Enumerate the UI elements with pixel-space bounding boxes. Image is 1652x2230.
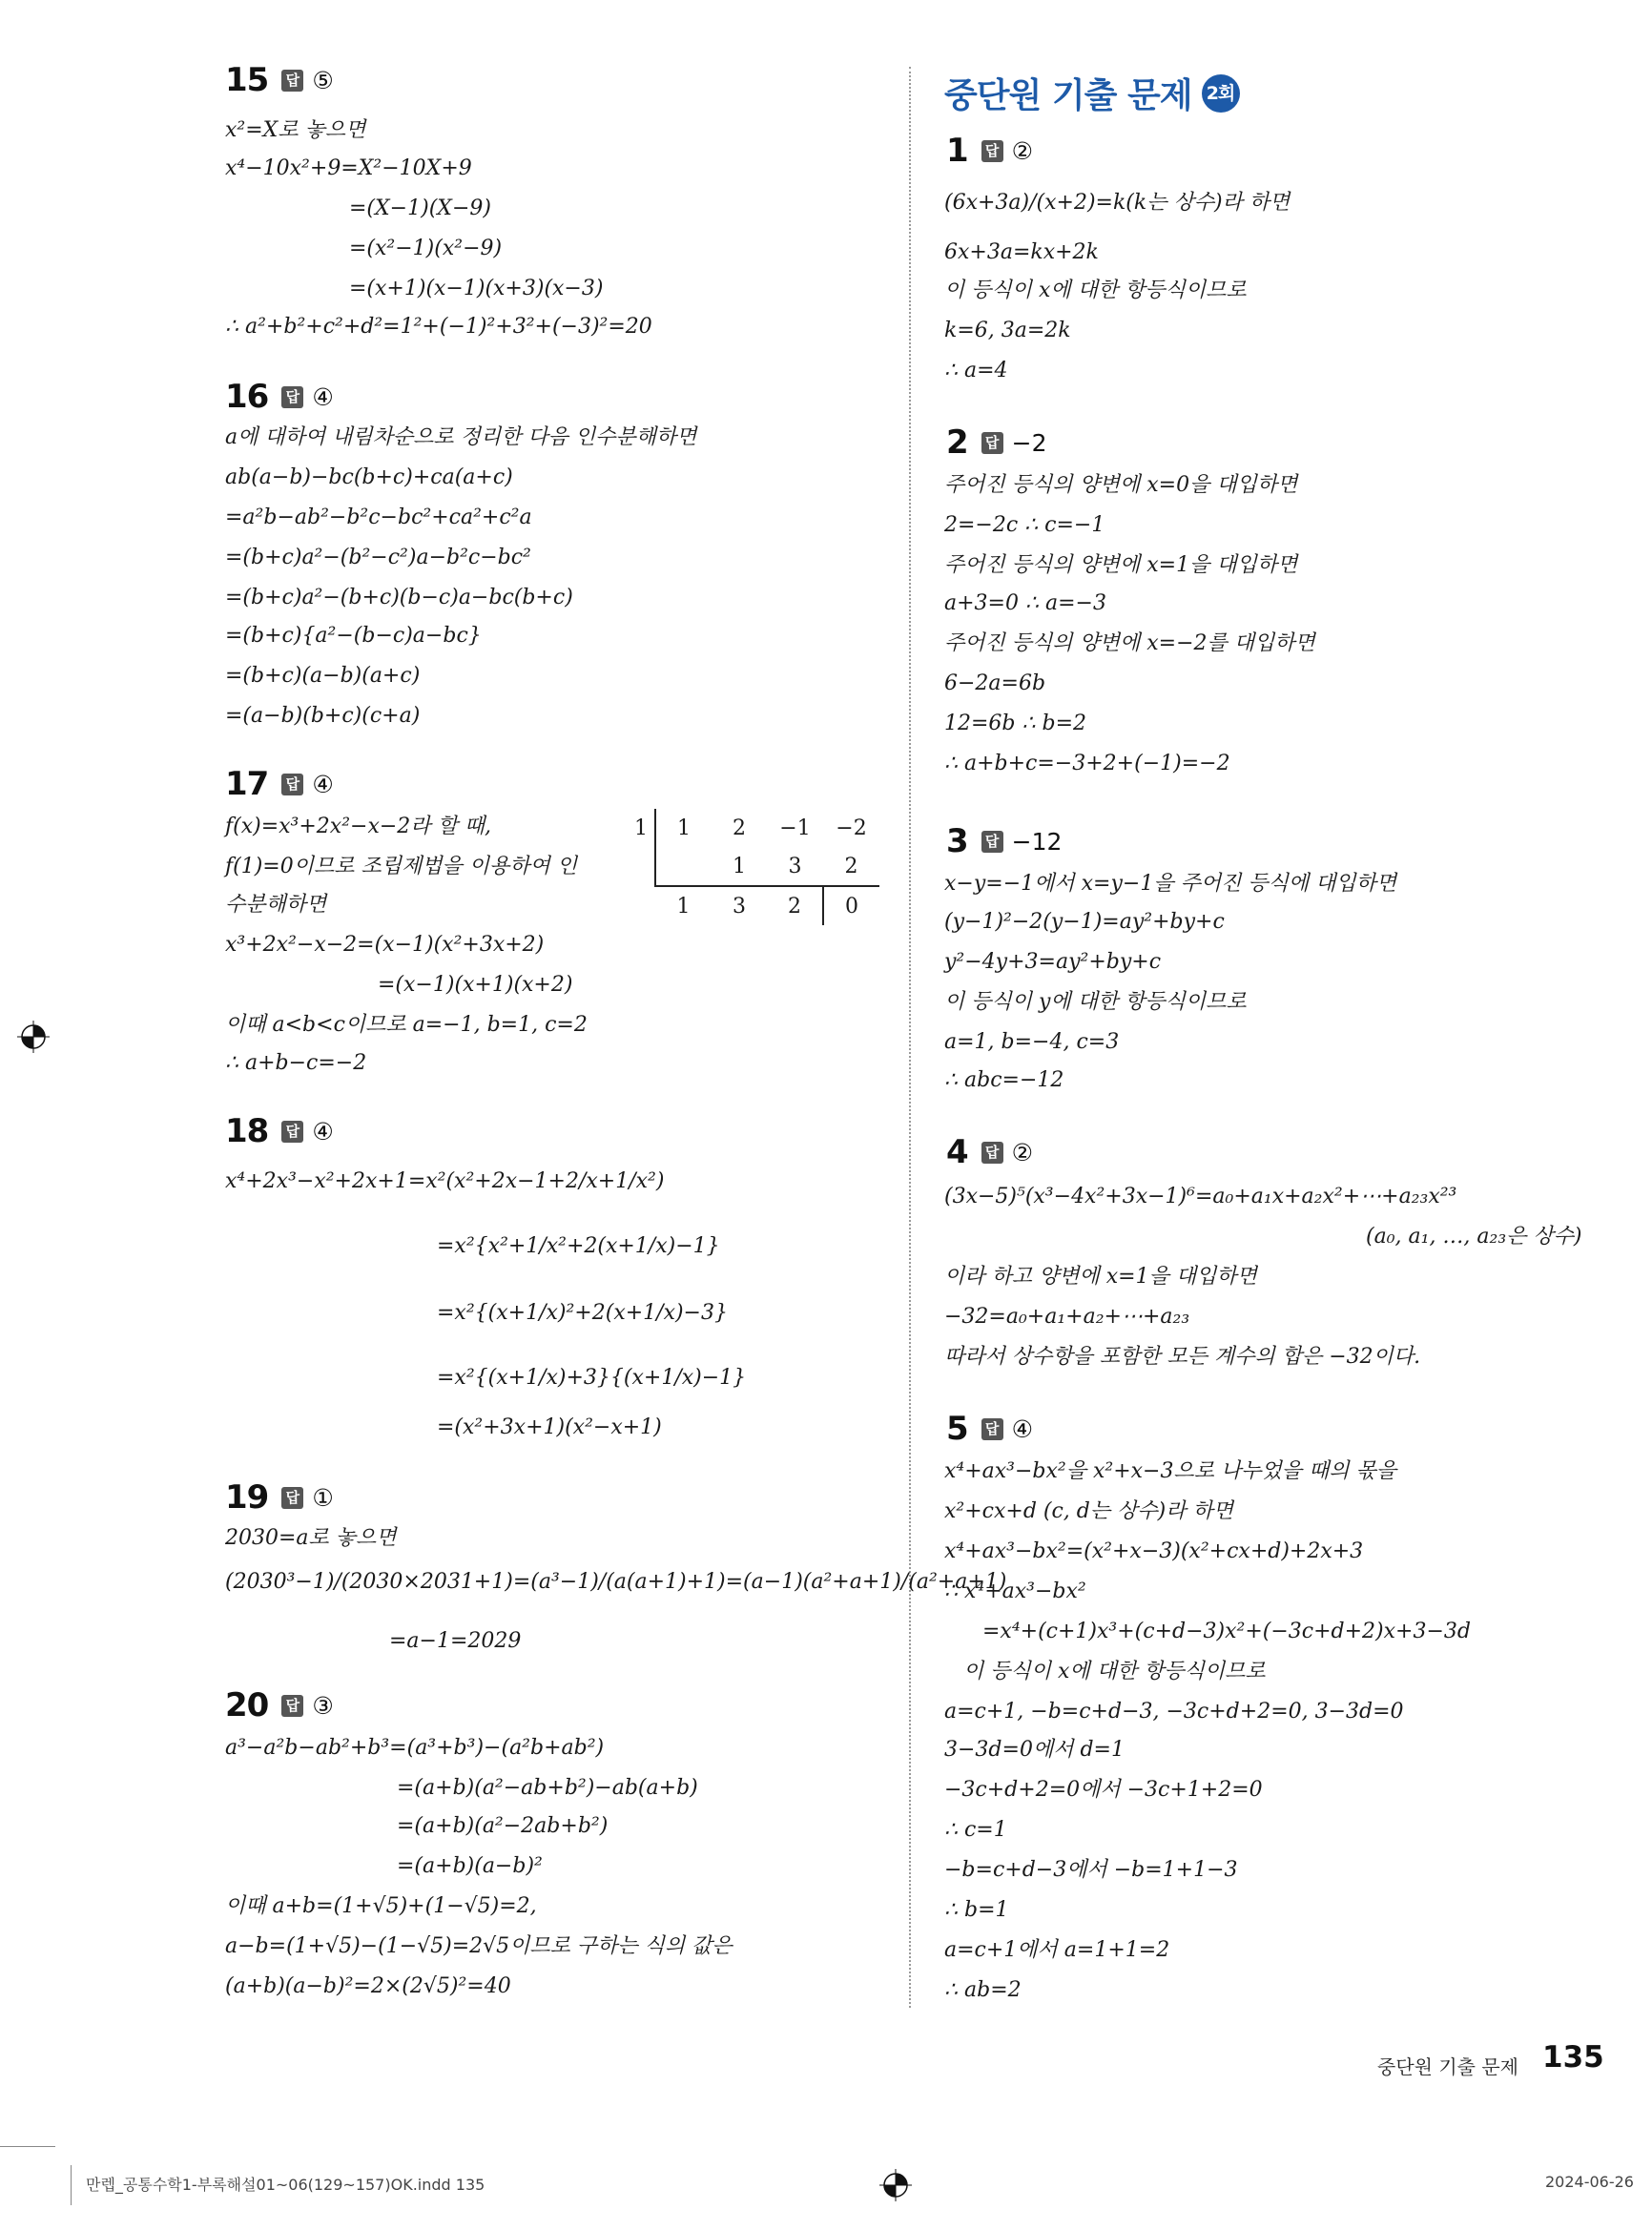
solution-line: x⁴+2x³−x²+2x+1=x²(x²+2x−1+2/x+1/x²)	[225, 1169, 665, 1193]
answer-value: ②	[1011, 136, 1034, 165]
solution-line: a−b=(1+√5)−(1−√5)=2√5이므로 구하는 식의 값은	[225, 1934, 733, 1958]
solution-line: =(b+c){a²−(b−c)a−bc}	[225, 624, 482, 648]
problem-4-header	[946, 1133, 1033, 1171]
solution-line: 3−3d=0에서 d=1	[944, 1738, 1125, 1762]
problem-17-header	[225, 765, 334, 803]
solution-line: =(x−1)(x+1)(x+2)	[378, 973, 573, 997]
solution-line: (2030³−1)/(2030×2031+1)=(a³−1)/(a(a+1)+1)=(a−1)(a²+a+1)/(a²+a+1)	[225, 1570, 1007, 1594]
answer-tag: 답	[981, 432, 1003, 454]
solution-line: a에 대하여 내림차순으로 정리한 다음 인수분해하면	[225, 425, 697, 449]
synth-cell: −2	[836, 816, 867, 840]
solution-line: 2=−2c ∴ c=−1	[944, 513, 1105, 537]
solution-line: x−y=−1에서 x=y−1을 주어진 등식에 대입하면	[944, 872, 1397, 896]
solution-line: a+3=0 ∴ a=−3	[944, 591, 1106, 615]
registration-mark-icon	[879, 2169, 912, 2201]
solution-line: (3x−5)⁵(x³−4x²+3x−1)⁶=a₀+a₁x+a₂x²+⋯+a₂₃x²³	[944, 1185, 1457, 1208]
solution-line: =(b+c)a²−(b+c)(b−c)a−bc(b+c)	[225, 586, 573, 609]
answer-value: ①	[312, 1483, 334, 1512]
problem-number: 3	[946, 822, 968, 860]
crop-mark	[71, 2165, 72, 2205]
solution-line: ∴ ab=2	[944, 1978, 1022, 2002]
solution-line: −3c+d+2=0에서 −3c+1+2=0	[944, 1778, 1263, 1802]
solution-line: x²+cx+d (c, d는 상수)라 하면	[944, 1499, 1233, 1523]
solution-line: x²=X로 놓으면	[225, 118, 366, 142]
solution-line: =(b+c)a²−(b²−c²)a−b²c−bc²	[225, 546, 531, 569]
problem-number: 5	[946, 1410, 968, 1448]
synth-cell: 3	[733, 894, 746, 919]
answer-tag: 답	[281, 1695, 303, 1717]
problem-number: 2	[946, 423, 968, 462]
crop-mark	[0, 2146, 55, 2147]
print-file-info: 만렙_공통수학1-부록해설01~06(129~157)OK.indd 135	[86, 2176, 485, 2194]
solution-line: 이 등식이 y에 대한 항등식이므로	[944, 990, 1247, 1014]
solution-line: x⁴+ax³−bx²=(x²+x−3)(x²+cx+d)+2x+3	[944, 1539, 1364, 1563]
solution-line: ∴ c=1	[944, 1818, 1007, 1842]
footer-section-title: 중단원 기출 문제	[1377, 2055, 1518, 2078]
solution-line: 6−2a=6b	[944, 671, 1046, 695]
solution-line: x⁴+ax³−bx²을 x²+x−3으로 나누었을 때의 몫을	[944, 1459, 1396, 1483]
solution-line: a=c+1, −b=c+d−3, −3c+d+2=0, 3−3d=0	[944, 1700, 1404, 1724]
answer-value: ④	[312, 382, 334, 411]
solution-line: =x²{(x+1/x)+3}{(x+1/x)−1}	[437, 1366, 747, 1390]
answer-tag: 답	[281, 774, 303, 795]
synth-cell: 2	[823, 847, 879, 886]
problem-16-header	[225, 378, 334, 416]
solution-line: 2030=a로 놓으면	[225, 1526, 397, 1550]
solution-line: −32=a₀+a₁+a₂+⋯+a₂₃	[944, 1305, 1190, 1329]
answer-value: ②	[1011, 1138, 1034, 1167]
solution-line: =(x²+3x+1)(x²−x+1)	[437, 1415, 662, 1439]
synth-cell: 1	[676, 894, 691, 919]
answer-tag: 답	[281, 70, 303, 92]
print-date: 2024-06-26	[1545, 2173, 1634, 2191]
solution-line: f(x)=x³+2x²−x−2라 할 때,	[225, 815, 492, 838]
page-number: 135	[1542, 2040, 1604, 2075]
problem-18-header	[225, 1112, 334, 1150]
answer-value: ④	[1011, 1414, 1034, 1443]
solution-line: f(1)=0이므로 조립제법을 이용하여 인	[225, 855, 577, 878]
solution-line: 이때 a+b=(1+√5)+(1−√5)=2,	[225, 1894, 537, 1918]
solution-line: ∴ x⁴+ax³−bx²	[944, 1580, 1086, 1603]
problem-number: 19	[225, 1478, 269, 1517]
problem-15-header	[225, 61, 334, 99]
answer-value: ④	[312, 770, 334, 798]
solution-line: y²−4y+3=ay²+by+c	[944, 950, 1162, 974]
section-title-text: 중단원 기출 문제	[944, 76, 1192, 115]
solution-line: a=1, b=−4, c=3	[944, 1030, 1120, 1054]
solution-line: =x⁴+(c+1)x³+(c+d−3)x²+(−3c+d+2)x+3−3d	[982, 1620, 1471, 1643]
column-divider	[909, 67, 911, 2008]
answer-value: ③	[312, 1691, 334, 1720]
solution-line: ∴ a²+b²+c²+d²=1²+(−1)²+3²+(−3)²=20	[225, 315, 652, 339]
problem-5-header	[946, 1410, 1033, 1448]
section-title	[944, 69, 1240, 117]
answer-value: −12	[1011, 827, 1063, 856]
solution-line: =(a+b)(a−b)²	[397, 1854, 543, 1878]
solution-line: ∴ a+b−c=−2	[225, 1051, 367, 1075]
synth-cell: 2	[788, 894, 801, 919]
problem-number: 18	[225, 1112, 269, 1150]
answer-value: ⑤	[312, 66, 334, 94]
problem-20-header	[225, 1686, 334, 1724]
solution-line: a=c+1에서 a=1+1=2	[944, 1938, 1170, 1962]
solution-line: 이 등식이 x에 대한 항등식이므로	[963, 1660, 1266, 1683]
registration-mark-icon	[17, 1021, 50, 1053]
solution-line: 이라 하고 양변에 x=1을 대입하면	[944, 1265, 1257, 1289]
solution-line: =(a−b)(b+c)(c+a)	[225, 704, 421, 728]
solution-line: ∴ a=4	[944, 359, 1008, 382]
answer-tag: 답	[981, 1418, 1003, 1440]
solution-line: =(x²−1)(x²−9)	[349, 237, 503, 260]
solution-line: =a−1=2029	[389, 1629, 522, 1653]
solution-line: (6x+3a)/(x+2)=k(k는 상수)라 하면	[944, 191, 1291, 215]
solution-line: x³+2x²−x−2=(x−1)(x²+3x+2)	[225, 933, 545, 957]
answer-value: ④	[312, 1117, 334, 1146]
solution-line: ∴ b=1	[944, 1898, 1009, 1922]
answer-tag: 답	[281, 1121, 303, 1143]
solution-line: −b=c+d−3에서 −b=1+1−3	[944, 1858, 1238, 1882]
problem-number: 20	[225, 1686, 269, 1724]
solution-line: 이 등식이 x에 대한 항등식이므로	[944, 279, 1247, 302]
solution-line: =(a+b)(a²−2ab+b²)	[397, 1814, 609, 1838]
solution-line: ∴ abc=−12	[944, 1068, 1064, 1092]
solution-line: 수분해하면	[225, 893, 327, 917]
answer-tag: 답	[281, 386, 303, 408]
solution-line: (y−1)²−2(y−1)=ay²+by+c	[944, 910, 1225, 934]
solution-line: =(a+b)(a²−ab+b²)−ab(a+b)	[397, 1776, 698, 1800]
solution-line: 따라서 상수항을 포함한 모든 계수의 합은 −32이다.	[944, 1345, 1421, 1369]
answer-tag: 답	[981, 831, 1003, 853]
solution-line: k=6, 3a=2k	[944, 319, 1071, 342]
problem-number: 4	[946, 1133, 968, 1171]
solution-line: 주어진 등식의 양변에 x=0을 대입하면	[944, 473, 1298, 497]
solution-line: ∴ a+b+c=−3+2+(−1)=−2	[944, 752, 1230, 775]
solution-line: (a+b)(a−b)²=2×(2√5)²=40	[225, 1974, 511, 1998]
solution-line: 주어진 등식의 양변에 x=1을 대입하면	[944, 553, 1298, 577]
problem-3-header	[946, 822, 1062, 860]
problem-1-header	[946, 132, 1033, 170]
synth-cell: 1	[655, 809, 712, 847]
problem-number: 15	[225, 61, 269, 99]
problem-2-header	[946, 423, 1047, 462]
solution-line: =(b+c)(a−b)(a+c)	[225, 664, 421, 688]
synth-cell: 2	[733, 816, 746, 840]
solution-line: (a₀, a₁, …, a₂₃은 상수)	[1366, 1225, 1582, 1249]
solution-line: 12=6b ∴ b=2	[944, 712, 1087, 735]
solution-line: 이때 a<b<c이므로 a=−1, b=1, c=2	[225, 1013, 588, 1037]
synth-cell: 1	[712, 847, 767, 886]
solution-line: =(X−1)(X−9)	[349, 196, 491, 220]
solution-line: ab(a−b)−bc(b+c)+ca(a+c)	[225, 465, 513, 489]
solution-line: =x²{(x+1/x)²+2(x+1/x)−3}	[437, 1301, 728, 1325]
problem-number: 17	[225, 765, 269, 803]
solution-line: 주어진 등식의 양변에 x=−2를 대입하면	[944, 631, 1315, 655]
answer-tag: 답	[981, 1142, 1003, 1164]
answer-tag: 답	[981, 140, 1003, 162]
answer-tag: 답	[281, 1487, 303, 1509]
synth-cell: −1	[779, 816, 811, 840]
problem-19-header	[225, 1478, 334, 1517]
solution-line: =a²b−ab²−b²c−bc²+ca²+c²a	[225, 506, 532, 529]
solution-line: =x²{x²+1/x²+2(x+1/x)−1}	[437, 1234, 720, 1258]
solution-line: x⁴−10x²+9=X²−10X+9	[225, 156, 472, 180]
solution-line: =(x+1)(x−1)(x+3)(x−3)	[349, 277, 604, 300]
synth-cell: 3	[767, 847, 823, 886]
problem-number: 1	[946, 132, 968, 170]
synth-root: 1	[634, 816, 648, 840]
answer-value: −2	[1011, 428, 1047, 457]
synthetic-division-table	[628, 809, 879, 925]
round-badge: 2회	[1202, 74, 1240, 113]
solution-line: a³−a²b−ab²+b³=(a³+b³)−(a²b+ab²)	[225, 1736, 605, 1760]
solution-line: 6x+3a=kx+2k	[944, 240, 1099, 264]
synth-remainder: 0	[823, 886, 879, 925]
problem-number: 16	[225, 378, 269, 416]
